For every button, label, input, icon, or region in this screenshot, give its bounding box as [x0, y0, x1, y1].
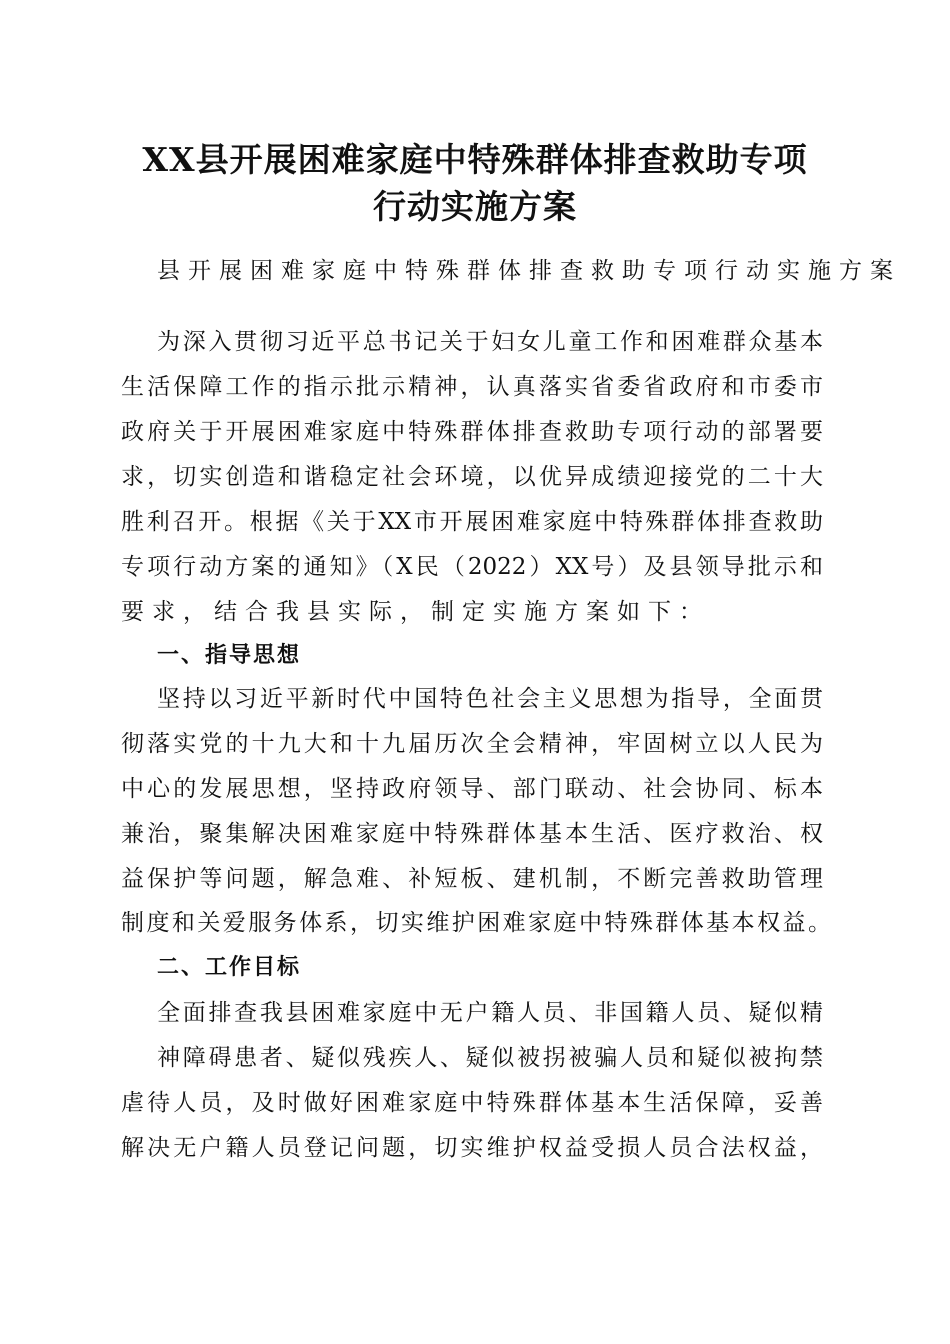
intro-line: 求，切实创造和谐稳定社会环境，以优异成绩迎接党的二十大 [121, 464, 823, 490]
section-heading-work-goals: 二、工作目标 [157, 955, 302, 980]
section1-line: 兼治，聚集解决困难家庭中特殊群体基本生活、医疗救治、权 [121, 821, 823, 847]
section2-line: 虐待人员，及时做好困难家庭中特殊群体基本生活保障，妥善 [121, 1090, 823, 1116]
intro-line: 生活保障工作的指示批示精神，认真落实省委省政府和市委市 [121, 374, 823, 400]
intro-line: 要求，结合我县实际，制定实施方案如下： [121, 599, 710, 625]
section1-line: 制度和关爱服务体系，切实维护困难家庭中特殊群体基本权益。 [121, 910, 831, 936]
section2-line: 全面排查我县困难家庭中无户籍人员、非国籍人员、疑似精 [157, 1000, 823, 1026]
subtitle: 县开展困难家庭中特殊群体排查救助专项行动实施方案 [157, 258, 901, 284]
section-heading-guiding-ideology: 一、指导思想 [157, 643, 302, 668]
document-title-line-1: XX县开展困难家庭中特殊群体排查救助专项 [142, 140, 808, 179]
intro-line: 专项行动方案的通知》（X民（2022）XX号）及县领导批示和 [121, 554, 823, 580]
section2-line: 神障碍患者、疑似残疾人、疑似被拐被骗人员和疑似被拘禁 [157, 1045, 823, 1071]
intro-line: 为深入贯彻习近平总书记关于妇女儿童工作和困难群众基本 [157, 329, 823, 355]
intro-line: 政府关于开展困难家庭中特殊群体排查救助专项行动的部署要 [121, 419, 823, 445]
section1-line: 彻落实党的十九大和十九届历次全会精神，牢固树立以人民为 [121, 731, 823, 757]
section1-line: 中心的发展思想，坚持政府领导、部门联动、社会协同、标本 [121, 776, 823, 802]
section2-line: 解决无户籍人员登记问题，切实维护权益受损人员合法权益， [121, 1135, 823, 1161]
section1-line: 坚持以习近平新时代中国特色社会主义思想为指导，全面贯 [157, 686, 823, 712]
document-title-line-2: 行动实施方案 [373, 187, 577, 226]
section1-line: 益保护等问题，解急难、补短板、建机制，不断完善救助管理 [121, 866, 823, 892]
intro-line: 胜利召开。根据《关于XX市开展困难家庭中特殊群体排查救助 [121, 509, 823, 535]
